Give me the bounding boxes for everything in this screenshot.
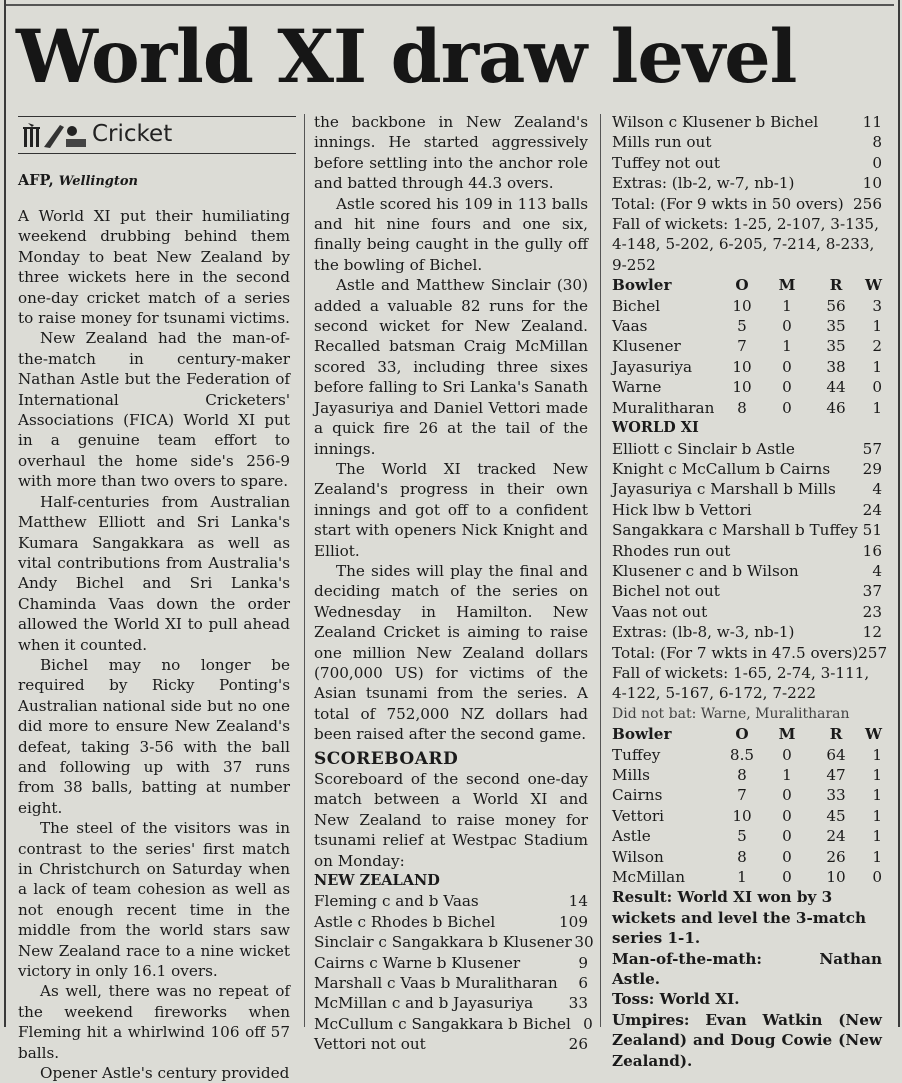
bowling-header-cell: R [829, 276, 843, 295]
article-column-1 [18, 206, 290, 1083]
bowling-row [612, 826, 882, 846]
batter-entry: Astle c Rhodes b Bichel [314, 912, 496, 931]
batter-entry: Rhodes run out [612, 541, 731, 560]
bowling-row [612, 867, 882, 887]
bowling-cell: 5 [737, 317, 747, 336]
bowling-header-cell: Bowler [612, 276, 672, 295]
headline: World XI draw level [16, 14, 797, 100]
scoreboard-intro: Scoreboard of the second one-day match between a World XI and New Zealand to raise money for tsunami relief at Westpac Stadium on Monday: [314, 770, 588, 870]
batting-row [612, 439, 882, 459]
wxi-team-title: WORLD XI [612, 419, 699, 437]
paragraph: The sides will play the final and deciding match of the series on Wednesday in Hamilton. New Zealand Cricket is aiming to raise one million New Zealand dollars (700,000 US) for victims of the Asian tsunami from the series. A total of 752,000 NZ dollars had been raised after the second game. [314, 561, 588, 744]
bowling-cell: 10 [732, 357, 752, 376]
bowling-cell: 0 [782, 357, 792, 376]
bowling-cell: 1 [872, 827, 882, 846]
man-of-the-match: Man-of-the-math: Nathan Astle. [612, 949, 882, 989]
runs: 16 [862, 541, 882, 560]
batter-entry: Tuffey not out [612, 153, 720, 172]
runs: 257 [858, 643, 888, 662]
batting-row [612, 132, 882, 152]
bowling-cell: Warne [612, 378, 662, 397]
batting-row [612, 581, 882, 601]
bowling-row [612, 316, 882, 336]
runs: 57 [862, 439, 882, 458]
bowling-cell: Muralitharan [612, 398, 715, 417]
did-not-bat: Did not bat: Warne, Muralitharan [612, 705, 850, 722]
runs: 37 [862, 582, 882, 601]
bowling-header [612, 724, 882, 744]
bowling-cell: 7 [737, 786, 747, 805]
bowling-cell: 26 [826, 847, 846, 866]
paragraph: Astle scored his 109 in 113 balls and hit nine fours and one six, finally being caught in the gully off the bowling of Bichel. [314, 194, 588, 274]
bowling-row [612, 377, 882, 397]
bowling-cell: 0 [782, 806, 792, 825]
scoreboard-column [612, 112, 888, 1071]
byline-agency: AFP, [18, 172, 54, 189]
bowling-header-cell: W [864, 276, 882, 295]
bowling-header-cell: M [778, 725, 796, 744]
runs: 0 [872, 153, 882, 172]
bowling-header [612, 275, 882, 295]
bowling-cell: 0 [872, 868, 882, 887]
bowling-cell: 0 [782, 868, 792, 887]
bowling-cell: 35 [826, 337, 846, 356]
batting-row [314, 912, 588, 932]
batter-entry: Marshall c Vaas b Muralitharan [314, 974, 558, 993]
top-rule [6, 4, 894, 6]
bowling-cell: 1 [872, 357, 882, 376]
match-result: Result: World XI won by 3 wickets and level the 3-match series 1-1. [612, 888, 866, 948]
batting-row [314, 973, 588, 993]
paragraph: Half-centuries from Australian Matthew Elliott and Sri Lanka's Kumara Sangakkara as well as vital contributions from Australia's Andy Bichel and Sri Lanka's Chaminda Vaas down the order allowed the World XI to pull ahead when it counted. [18, 492, 290, 654]
bowling-cell: Cairns [612, 786, 663, 805]
bowling-cell: 46 [826, 398, 846, 417]
bowling-cell: 0 [782, 398, 792, 417]
bowling-row [612, 765, 882, 785]
batting-row [612, 459, 882, 479]
nz-fall-of-wickets: Fall of wickets: 1-25, 2-107, 3-135, 4-148, 5-202, 6-205, 7-214, 8-233, 9-252 [612, 215, 879, 274]
batter-entry: Cairns c Warne b Klusener [314, 953, 521, 972]
paragraph: The World XI tracked New Zealand's progress in their own innings and got off to a confident start with openers Nick Knight and Elliot. [314, 459, 588, 560]
batter-entry: Knight c McCallum b Cairns [612, 459, 831, 478]
runs: 6 [578, 974, 588, 993]
paragraph: the backbone in New Zealand's innings. He started aggressively before settling into the anchor role and batted through 44.3 overs. [314, 113, 588, 193]
bowling-header-cell: R [829, 725, 843, 744]
bowling-cell: 33 [826, 786, 846, 805]
bowling-cell: 1 [872, 847, 882, 866]
byline-place: Wellington [58, 174, 138, 189]
bowling-cell: 5 [737, 827, 747, 846]
bowling-cell: Vettori [612, 806, 665, 825]
bowling-cell: 10 [732, 378, 752, 397]
bowling-cell: Astle [612, 827, 651, 846]
bowling-cell: Vaas [612, 317, 648, 336]
batter-entry: Vettori not out [314, 1035, 426, 1054]
umpires: Umpires: Evan Watkin (New Zealand) and Doug Cowie (New Zealand). [612, 1010, 882, 1070]
runs: 11 [862, 113, 882, 131]
bowling-cell: 8.5 [729, 745, 755, 764]
cricket-icon [20, 121, 90, 149]
bowling-cell: 8 [737, 398, 747, 417]
runs: 12 [862, 623, 882, 642]
paragraph: As well, there was no repeat of the weekend fireworks when Fleming hit a whirlwind 106 off 57 balls. [18, 982, 290, 1062]
bowling-row [612, 296, 882, 316]
bowling-cell: Jayasuriya [612, 357, 693, 376]
batter-entry: Extras: (lb-8, w-3, nb-1) [612, 623, 795, 642]
bowling-cell: 0 [782, 827, 792, 846]
batter-entry: Total: (For 7 wkts in 47.5 overs) [612, 643, 859, 662]
runs: 4 [872, 480, 882, 499]
bowling-cell: 0 [782, 786, 792, 805]
bowling-header-cell: M [778, 276, 796, 295]
bowling-cell: 1 [872, 766, 882, 784]
runs: 29 [862, 459, 882, 478]
bowling-cell: 44 [826, 378, 846, 397]
bowling-row [612, 745, 882, 765]
batter-entry: Wilson c Klusener b Bichel [612, 113, 819, 131]
bowling-cell: 1 [872, 806, 882, 825]
batter-entry: Elliott c Sinclair b Astle [612, 439, 795, 458]
bowling-cell: 8 [737, 766, 747, 784]
batter-entry: Vaas not out [612, 602, 708, 621]
batter-entry: Total: (For 9 wkts in 50 overs) [612, 194, 844, 213]
bowling-cell: 56 [826, 296, 846, 315]
runs: 51 [862, 521, 882, 540]
wxi-batting-list [612, 439, 888, 663]
bowling-cell: 35 [826, 317, 846, 336]
bowling-cell: 1 [872, 317, 882, 336]
bowling-cell: 1 [782, 766, 792, 784]
batting-row [314, 1014, 593, 1034]
batter-entry: Bichel not out [612, 582, 720, 601]
runs: 109 [559, 912, 588, 931]
bowling-cell: 1 [872, 786, 882, 805]
wxi-bowling-table [612, 275, 882, 418]
batting-row [612, 194, 882, 214]
runs: 23 [862, 602, 882, 621]
bowling-cell: Tuffey [612, 745, 661, 764]
batting-row [612, 153, 882, 173]
batter-entry: Sangakkara c Marshall b Tuffey [612, 521, 858, 540]
column-rule-1 [304, 114, 305, 1027]
bowling-cell: Mills [612, 766, 650, 784]
bowling-cell: 0 [782, 378, 792, 397]
article-column-2 [314, 112, 594, 1055]
batting-row [612, 622, 882, 642]
batting-row [314, 932, 594, 952]
bowling-cell: Wilson [612, 847, 664, 866]
runs: 4 [872, 561, 882, 580]
runs: 24 [862, 500, 882, 519]
byline [18, 172, 138, 189]
batting-row [612, 520, 882, 540]
bowling-row [612, 336, 882, 356]
batter-entry: Mills run out [612, 133, 712, 152]
batter-entry: Klusener c and b Wilson [612, 561, 799, 580]
batting-row [612, 643, 888, 663]
paragraph: A World XI put their humiliating weekend drubbing behind them Monday to beat New Zealand by three wickets here in the second one-day cricket match of a series to raise money for tsunami victims. [18, 207, 290, 328]
bowling-cell: 38 [826, 357, 846, 376]
bowling-header-cell: O [735, 276, 749, 295]
bowling-row [612, 806, 882, 826]
bowling-cell: 0 [782, 847, 792, 866]
bowling-cell: 24 [826, 827, 846, 846]
bowling-cell: McMillan [612, 868, 686, 887]
paragraph: Bichel may no longer be required by Ricky Ponting's Australian national side but no one did more to ensure New Zealand's defeat, taking 3-56 with the ball and following up with 37 runs from 38 balls, batting at number eight. [18, 655, 290, 817]
batter-entry: Sinclair c Sangakkara b Klusener [314, 933, 572, 952]
batter-entry: Hick lbw b Vettori [612, 500, 752, 519]
bowling-cell: 1 [872, 398, 882, 417]
bowling-cell: 10 [826, 868, 846, 887]
runs: 9 [578, 953, 588, 972]
paragraph: Astle and Matthew Sinclair (30) added a valuable 82 runs for the second wicket for New Zealand. Recalled batsman Craig McMillan scored 33, including three sixes before falling to Sri Lanka's Sanath Jayasuriya and Daniel Vettori made a quick fire 26 at the tail of the innings. [314, 276, 588, 458]
bowling-cell: 3 [872, 296, 882, 315]
bowling-row [612, 847, 882, 867]
runs: 256 [853, 194, 882, 213]
bowling-cell: 1 [782, 337, 792, 356]
runs: 26 [568, 1035, 588, 1054]
runs: 8 [872, 133, 882, 152]
bowling-cell: 7 [737, 337, 747, 356]
paragraph: The steel of the visitors was in contrast to the series' first match in Christchurch on Saturday when a lack of team cohesion as well as not enough recent time in the middle from the world stars saw New Zealand race to a nine wicket victory in only 16.1 overs. [18, 819, 290, 981]
batting-row [612, 602, 882, 622]
bowling-cell: Bichel [612, 296, 661, 315]
batting-row [612, 173, 882, 193]
nz-batting-list [314, 891, 594, 1054]
bowling-cell: 0 [782, 745, 792, 764]
wxi-fall-of-wickets: Fall of wickets: 1-65, 2-74, 3-111, 4-122, 5-167, 6-172, 7-222 [612, 663, 870, 703]
batting-row [314, 891, 588, 911]
bowling-header-cell: W [864, 725, 882, 744]
runs: 33 [568, 994, 588, 1013]
batting-row [314, 993, 588, 1013]
bowling-row [612, 398, 882, 418]
column-rule-2 [600, 114, 601, 1027]
bowling-header-cell: O [735, 725, 749, 744]
bowling-cell: 1 [782, 296, 792, 315]
runs: 30 [574, 933, 594, 952]
bowling-cell: 10 [732, 296, 752, 315]
bowling-row [612, 785, 882, 805]
bowling-cell: 10 [732, 806, 752, 825]
bowling-header-cell: Bowler [612, 725, 672, 744]
bowling-cell: 0 [872, 378, 882, 397]
bowling-cell: 8 [737, 847, 747, 866]
batter-entry: Jayasuriya c Marshall b Mills [612, 480, 836, 499]
batting-row [612, 561, 882, 581]
batting-row [612, 541, 882, 561]
runs: 0 [583, 1014, 593, 1033]
paragraph: Opener Astle's century provided [40, 1064, 290, 1083]
scoreboard-title: SCOREBOARD [314, 748, 459, 769]
toss: Toss: World XI. [612, 990, 740, 1009]
bowling-cell: 64 [826, 745, 846, 764]
bowling-cell: 0 [782, 317, 792, 336]
batting-row [314, 953, 588, 973]
batter-entry: McCullum c Sangakkara b Bichel [314, 1014, 571, 1033]
batter-entry: Fleming c and b Vaas [314, 892, 479, 911]
bowling-cell: 1 [872, 745, 882, 764]
batter-entry: Extras: (lb-2, w-7, nb-1) [612, 174, 795, 193]
section-label: Cricket [92, 121, 173, 147]
batting-row [612, 112, 882, 132]
batting-row [612, 500, 882, 520]
bowling-row [612, 357, 882, 377]
batter-entry: McMillan c and b Jayasuriya [314, 994, 534, 1013]
batting-row [314, 1034, 588, 1054]
bowling-cell: 47 [826, 766, 846, 784]
bowling-cell: 1 [737, 868, 747, 887]
nz-bowling-table [612, 724, 882, 887]
runs: 10 [862, 174, 882, 193]
paragraph: New Zealand had the man-of-the-match in century-maker Nathan Astle but the Federation of International Cricketers' Associations (FICA) World XI put in a genuine team effort to overhaul the home side's 256-9 with more than two overs to spare. [18, 329, 290, 491]
nz-batting-list-continued [612, 112, 882, 214]
nz-team-title: NEW ZEALAND [314, 872, 440, 890]
batting-row [612, 479, 882, 499]
bowling-cell: 45 [826, 806, 846, 825]
bowling-cell: 2 [872, 337, 882, 356]
runs: 14 [568, 892, 588, 911]
bowling-cell: Klusener [612, 337, 681, 356]
section-kicker [18, 116, 296, 154]
